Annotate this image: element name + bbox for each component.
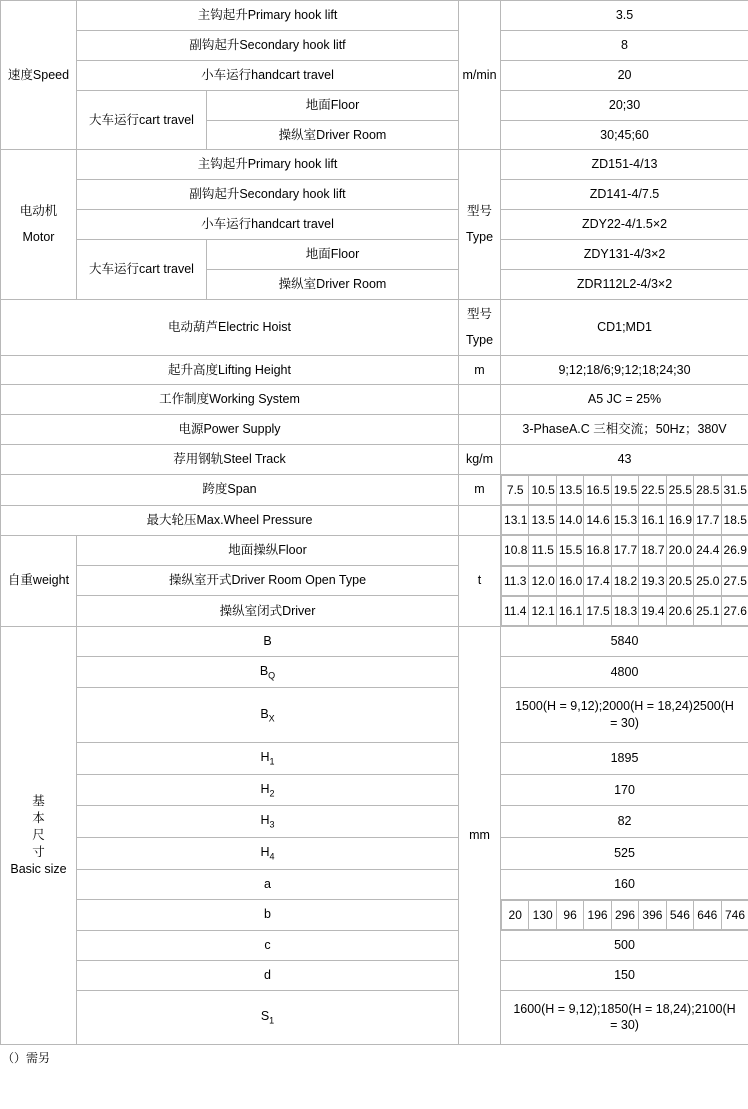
motor-primary-hook-value: ZD151-4/13 bbox=[501, 150, 748, 180]
table-row bbox=[1, 806, 748, 838]
weight-value: 27.6 bbox=[721, 596, 748, 625]
speed-group-label: 速度Speed bbox=[1, 1, 77, 150]
speed-primary-hook-label: 主钩起升Primary hook lift bbox=[77, 1, 459, 31]
motor-unit-cn: 型号 bbox=[467, 204, 493, 219]
basic-size-row-label bbox=[77, 960, 459, 990]
motor-cart-travel-floor-label: 地面Floor bbox=[207, 240, 459, 270]
basic-size-row-value: 1895 bbox=[501, 743, 748, 775]
b-value: 96 bbox=[556, 900, 583, 929]
weight-driver-open-label: 操纵室开式Driver Room Open Type bbox=[77, 566, 459, 596]
basic-size-row-label bbox=[77, 774, 459, 806]
table-row bbox=[1, 596, 748, 627]
wheel-pressure-value: 18.5 bbox=[721, 506, 748, 535]
table-row bbox=[1, 899, 748, 930]
electric-hoist-value: CD1;MD1 bbox=[501, 299, 748, 355]
symbol-S1: S bbox=[260, 1009, 270, 1024]
span-value: 19.5 bbox=[611, 476, 638, 505]
weight-value: 24.4 bbox=[694, 536, 721, 565]
symbol-sub: Q bbox=[268, 670, 276, 681]
weight-value: 12.1 bbox=[529, 596, 556, 625]
basic-size-row-label bbox=[77, 626, 459, 656]
steel-track-unit: kg/m bbox=[459, 445, 501, 475]
weight-value: 17.5 bbox=[584, 596, 611, 625]
symbol-sub: 1 bbox=[269, 1015, 275, 1026]
motor-cart-travel-label: 大车运行cart travel bbox=[77, 240, 207, 300]
weight-value: 15.5 bbox=[556, 536, 583, 565]
basic-size-row-label bbox=[77, 838, 459, 870]
b-value: 646 bbox=[694, 900, 721, 929]
weight-value: 16.0 bbox=[556, 566, 583, 595]
basic-size-group-label bbox=[1, 626, 77, 1044]
basic-size-row-value: 82 bbox=[501, 806, 748, 838]
working-system-unit bbox=[459, 385, 501, 415]
basic-size-row-label bbox=[77, 688, 459, 743]
table-row bbox=[1, 90, 748, 120]
span-value: 10.5 bbox=[529, 476, 556, 505]
basic-size-row-label bbox=[77, 806, 459, 838]
weight-value: 18.3 bbox=[611, 596, 638, 625]
wheel-pressure-values-cell bbox=[501, 505, 748, 535]
weight-value: 18.2 bbox=[611, 566, 638, 595]
table-row bbox=[1, 535, 748, 565]
motor-handcart-value: ZDY22-4/1.5×2 bbox=[501, 210, 748, 240]
weight-value: 25.0 bbox=[694, 566, 721, 595]
weight-driver-closed-label: 操纵室闭式Driver bbox=[77, 596, 459, 627]
basic-size-char: 基 bbox=[32, 794, 45, 809]
motor-unit bbox=[459, 150, 501, 299]
speed-cart-travel-driver-label: 操纵室Driver Room bbox=[207, 120, 459, 150]
b-value: 296 bbox=[611, 900, 638, 929]
working-system-value: A5 JC = 25% bbox=[501, 385, 748, 415]
motor-label-en: Motor bbox=[22, 230, 55, 245]
table-row bbox=[1, 180, 748, 210]
motor-cart-travel-floor-value: ZDY131-4/3×2 bbox=[501, 240, 748, 270]
electric-hoist-unit-cn: 型号 bbox=[467, 306, 493, 321]
symbol-sub: X bbox=[268, 713, 275, 724]
weight-value: 18.7 bbox=[639, 536, 666, 565]
table-row bbox=[1, 626, 748, 656]
span-value: 31.5 bbox=[721, 476, 748, 505]
span-value: 13.5 bbox=[556, 476, 583, 505]
table-row bbox=[1, 415, 748, 445]
weight-value: 19.3 bbox=[639, 566, 666, 595]
weight-value: 20.5 bbox=[666, 566, 693, 595]
table-row bbox=[1, 475, 748, 506]
table-row bbox=[1, 930, 748, 960]
weight-value: 19.4 bbox=[639, 596, 666, 625]
motor-unit-en: Type bbox=[465, 230, 494, 245]
basic-size-row-value: 1500(H = 9,12);2000(H = 18,24)2500(H = 30) bbox=[501, 688, 748, 743]
symbol-BX: B bbox=[260, 707, 269, 721]
weight-group-label: 自重weight bbox=[1, 535, 77, 626]
power-supply-value: 3-PhaseA.C 三相交流；50Hz；380V bbox=[501, 415, 748, 445]
electric-hoist-unit-en: Type bbox=[465, 332, 494, 347]
table-row bbox=[1, 505, 748, 535]
weight-value: 20.6 bbox=[666, 596, 693, 625]
symbol-c: c bbox=[264, 937, 271, 952]
basic-size-row-label bbox=[77, 930, 459, 960]
table-row bbox=[1, 210, 748, 240]
symbol-sub: 4 bbox=[269, 851, 275, 862]
basic-size-row-value: 500 bbox=[501, 930, 748, 960]
symbol-H3: H bbox=[260, 813, 270, 828]
b-value: 130 bbox=[529, 900, 556, 929]
table-row bbox=[1, 240, 748, 270]
table-row bbox=[1, 838, 748, 870]
wheel-pressure-value: 15.3 bbox=[611, 506, 638, 535]
table-row bbox=[1, 743, 748, 775]
speed-cart-travel-floor-value: 20;30 bbox=[501, 90, 748, 120]
symbol-sub: 2 bbox=[269, 788, 275, 799]
table-row bbox=[1, 960, 748, 990]
motor-cart-travel-driver-label: 操纵室Driver Room bbox=[207, 269, 459, 299]
table-row bbox=[1, 990, 748, 1045]
motor-secondary-hook-label: 副钩起升Secondary hook lift bbox=[77, 180, 459, 210]
b-value: 546 bbox=[666, 900, 693, 929]
basic-size-row-value: 150 bbox=[501, 960, 748, 990]
weight-driver-closed-values-cell bbox=[501, 596, 748, 627]
basic-size-b-values-cell bbox=[501, 899, 748, 930]
span-value: 25.5 bbox=[666, 476, 693, 505]
motor-label-cn: 电动机 bbox=[19, 204, 58, 219]
basic-size-row-value: 525 bbox=[501, 838, 748, 870]
weight-value: 11.5 bbox=[529, 536, 556, 565]
basic-size-row-label bbox=[77, 743, 459, 775]
b-value: 196 bbox=[584, 900, 611, 929]
motor-secondary-hook-value: ZD141-4/7.5 bbox=[501, 180, 748, 210]
steel-track-value: 43 bbox=[501, 445, 748, 475]
basic-size-char: 寸 bbox=[32, 845, 45, 860]
speed-handcart-label: 小车运行handcart travel bbox=[77, 60, 459, 90]
steel-track-label: 荐用钢轨Steel Track bbox=[1, 445, 459, 475]
weight-value: 27.5 bbox=[721, 566, 748, 595]
basic-size-row-label bbox=[77, 869, 459, 899]
basic-size-row-value: 170 bbox=[501, 774, 748, 806]
speed-handcart-value: 20 bbox=[501, 60, 748, 90]
wheel-pressure-value: 14.6 bbox=[584, 506, 611, 535]
table-row bbox=[1, 299, 748, 355]
b-value: 746 bbox=[721, 900, 748, 929]
lifting-height-value: 9;12;18/6;9;12;18;24;30 bbox=[501, 355, 748, 385]
motor-group-label bbox=[1, 150, 77, 299]
symbol-d: d bbox=[264, 967, 271, 982]
lifting-height-label: 起升高度Lifting Height bbox=[1, 355, 459, 385]
speed-cart-travel-label: 大车运行cart travel bbox=[77, 90, 207, 150]
basic-size-row-value: 5840 bbox=[501, 626, 748, 656]
basic-size-row-label bbox=[77, 899, 459, 930]
span-value: 7.5 bbox=[502, 476, 529, 505]
b-value: 20 bbox=[502, 900, 529, 929]
weight-floor-label: 地面操纵Floor bbox=[77, 535, 459, 565]
electric-hoist-label: 电动葫芦Electric Hoist bbox=[1, 299, 459, 355]
span-unit: m bbox=[459, 475, 501, 506]
power-supply-label: 电源Power Supply bbox=[1, 415, 459, 445]
symbol-sub: 1 bbox=[269, 756, 275, 767]
wheel-pressure-value: 13.1 bbox=[502, 506, 529, 535]
weight-value: 26.9 bbox=[721, 536, 748, 565]
speed-unit: m/min bbox=[459, 1, 501, 150]
lifting-height-unit: m bbox=[459, 355, 501, 385]
weight-unit: t bbox=[459, 535, 501, 626]
table-row bbox=[1, 774, 748, 806]
speed-cart-travel-driver-value: 30;45;60 bbox=[501, 120, 748, 150]
table-row bbox=[1, 656, 748, 688]
symbol-BQ: B bbox=[259, 663, 269, 678]
table-row bbox=[1, 355, 748, 385]
power-supply-unit bbox=[459, 415, 501, 445]
table-row bbox=[1, 60, 748, 90]
weight-value: 20.0 bbox=[666, 536, 693, 565]
weight-driver-open-values-cell bbox=[501, 566, 748, 596]
weight-floor-values-cell bbox=[501, 535, 748, 565]
motor-cart-travel-driver-value: ZDR112L2-4/3×2 bbox=[501, 269, 748, 299]
span-label: 跨度Span bbox=[1, 475, 459, 506]
basic-size-label-en: Basic size bbox=[10, 861, 67, 876]
wheel-pressure-unit bbox=[459, 505, 501, 535]
basic-size-char: 尺 bbox=[32, 828, 45, 843]
span-value: 28.5 bbox=[694, 476, 721, 505]
basic-size-row-value: 160 bbox=[501, 869, 748, 899]
weight-value: 16.8 bbox=[584, 536, 611, 565]
wheel-pressure-value: 14.0 bbox=[556, 506, 583, 535]
weight-value: 11.3 bbox=[502, 566, 529, 595]
wheel-pressure-value: 13.5 bbox=[529, 506, 556, 535]
weight-value: 17.4 bbox=[584, 566, 611, 595]
table-row bbox=[1, 30, 748, 60]
symbol-H2: H bbox=[260, 781, 270, 796]
symbol-a: a bbox=[264, 876, 271, 891]
symbol-H4: H bbox=[260, 845, 270, 860]
speed-secondary-hook-value: 8 bbox=[501, 30, 748, 60]
basic-size-row-value: 1600(H = 9,12);1850(H = 18,24);2100(H = 30) bbox=[501, 990, 748, 1045]
weight-value: 17.7 bbox=[611, 536, 638, 565]
basic-size-unit: mm bbox=[459, 626, 501, 1044]
basic-size-char: 本 bbox=[32, 811, 45, 826]
span-value: 22.5 bbox=[639, 476, 666, 505]
weight-value: 12.0 bbox=[529, 566, 556, 595]
table-row bbox=[1, 688, 748, 743]
weight-value: 25.1 bbox=[694, 596, 721, 625]
motor-handcart-label: 小车运行handcart travel bbox=[77, 210, 459, 240]
b-value: 396 bbox=[639, 900, 666, 929]
symbol-b: b bbox=[264, 907, 271, 922]
weight-value: 16.1 bbox=[556, 596, 583, 625]
speed-secondary-hook-label: 副钩起升Secondary hook litf bbox=[77, 30, 459, 60]
table-row bbox=[1, 1, 748, 31]
speed-cart-travel-floor-label: 地面Floor bbox=[207, 90, 459, 120]
electric-hoist-unit bbox=[459, 299, 501, 355]
basic-size-row-label bbox=[77, 656, 459, 688]
weight-value: 10.8 bbox=[502, 536, 529, 565]
motor-primary-hook-label: 主钩起升Primary hook lift bbox=[77, 150, 459, 180]
speed-primary-hook-value: 3.5 bbox=[501, 1, 748, 31]
table-row bbox=[1, 385, 748, 415]
span-value: 16.5 bbox=[584, 476, 611, 505]
wheel-pressure-value: 16.1 bbox=[639, 506, 666, 535]
symbol-sub: 3 bbox=[269, 819, 275, 830]
table-row bbox=[1, 566, 748, 596]
symbol-B: B bbox=[263, 633, 272, 648]
wheel-pressure-value: 17.7 bbox=[694, 506, 721, 535]
basic-size-row-label bbox=[77, 990, 459, 1045]
table-row bbox=[1, 150, 748, 180]
table-row bbox=[1, 869, 748, 899]
weight-value: 11.4 bbox=[502, 596, 529, 625]
wheel-pressure-label: 最大轮压Max.Wheel Pressure bbox=[1, 505, 459, 535]
table-row bbox=[1, 445, 748, 475]
basic-size-row-value: 4800 bbox=[501, 656, 748, 688]
span-values-cell bbox=[501, 475, 748, 506]
wheel-pressure-value: 16.9 bbox=[666, 506, 693, 535]
working-system-label: 工作制度Working System bbox=[1, 385, 459, 415]
symbol-H1: H bbox=[260, 750, 270, 765]
footer-note: （）需另 bbox=[2, 1051, 51, 1066]
